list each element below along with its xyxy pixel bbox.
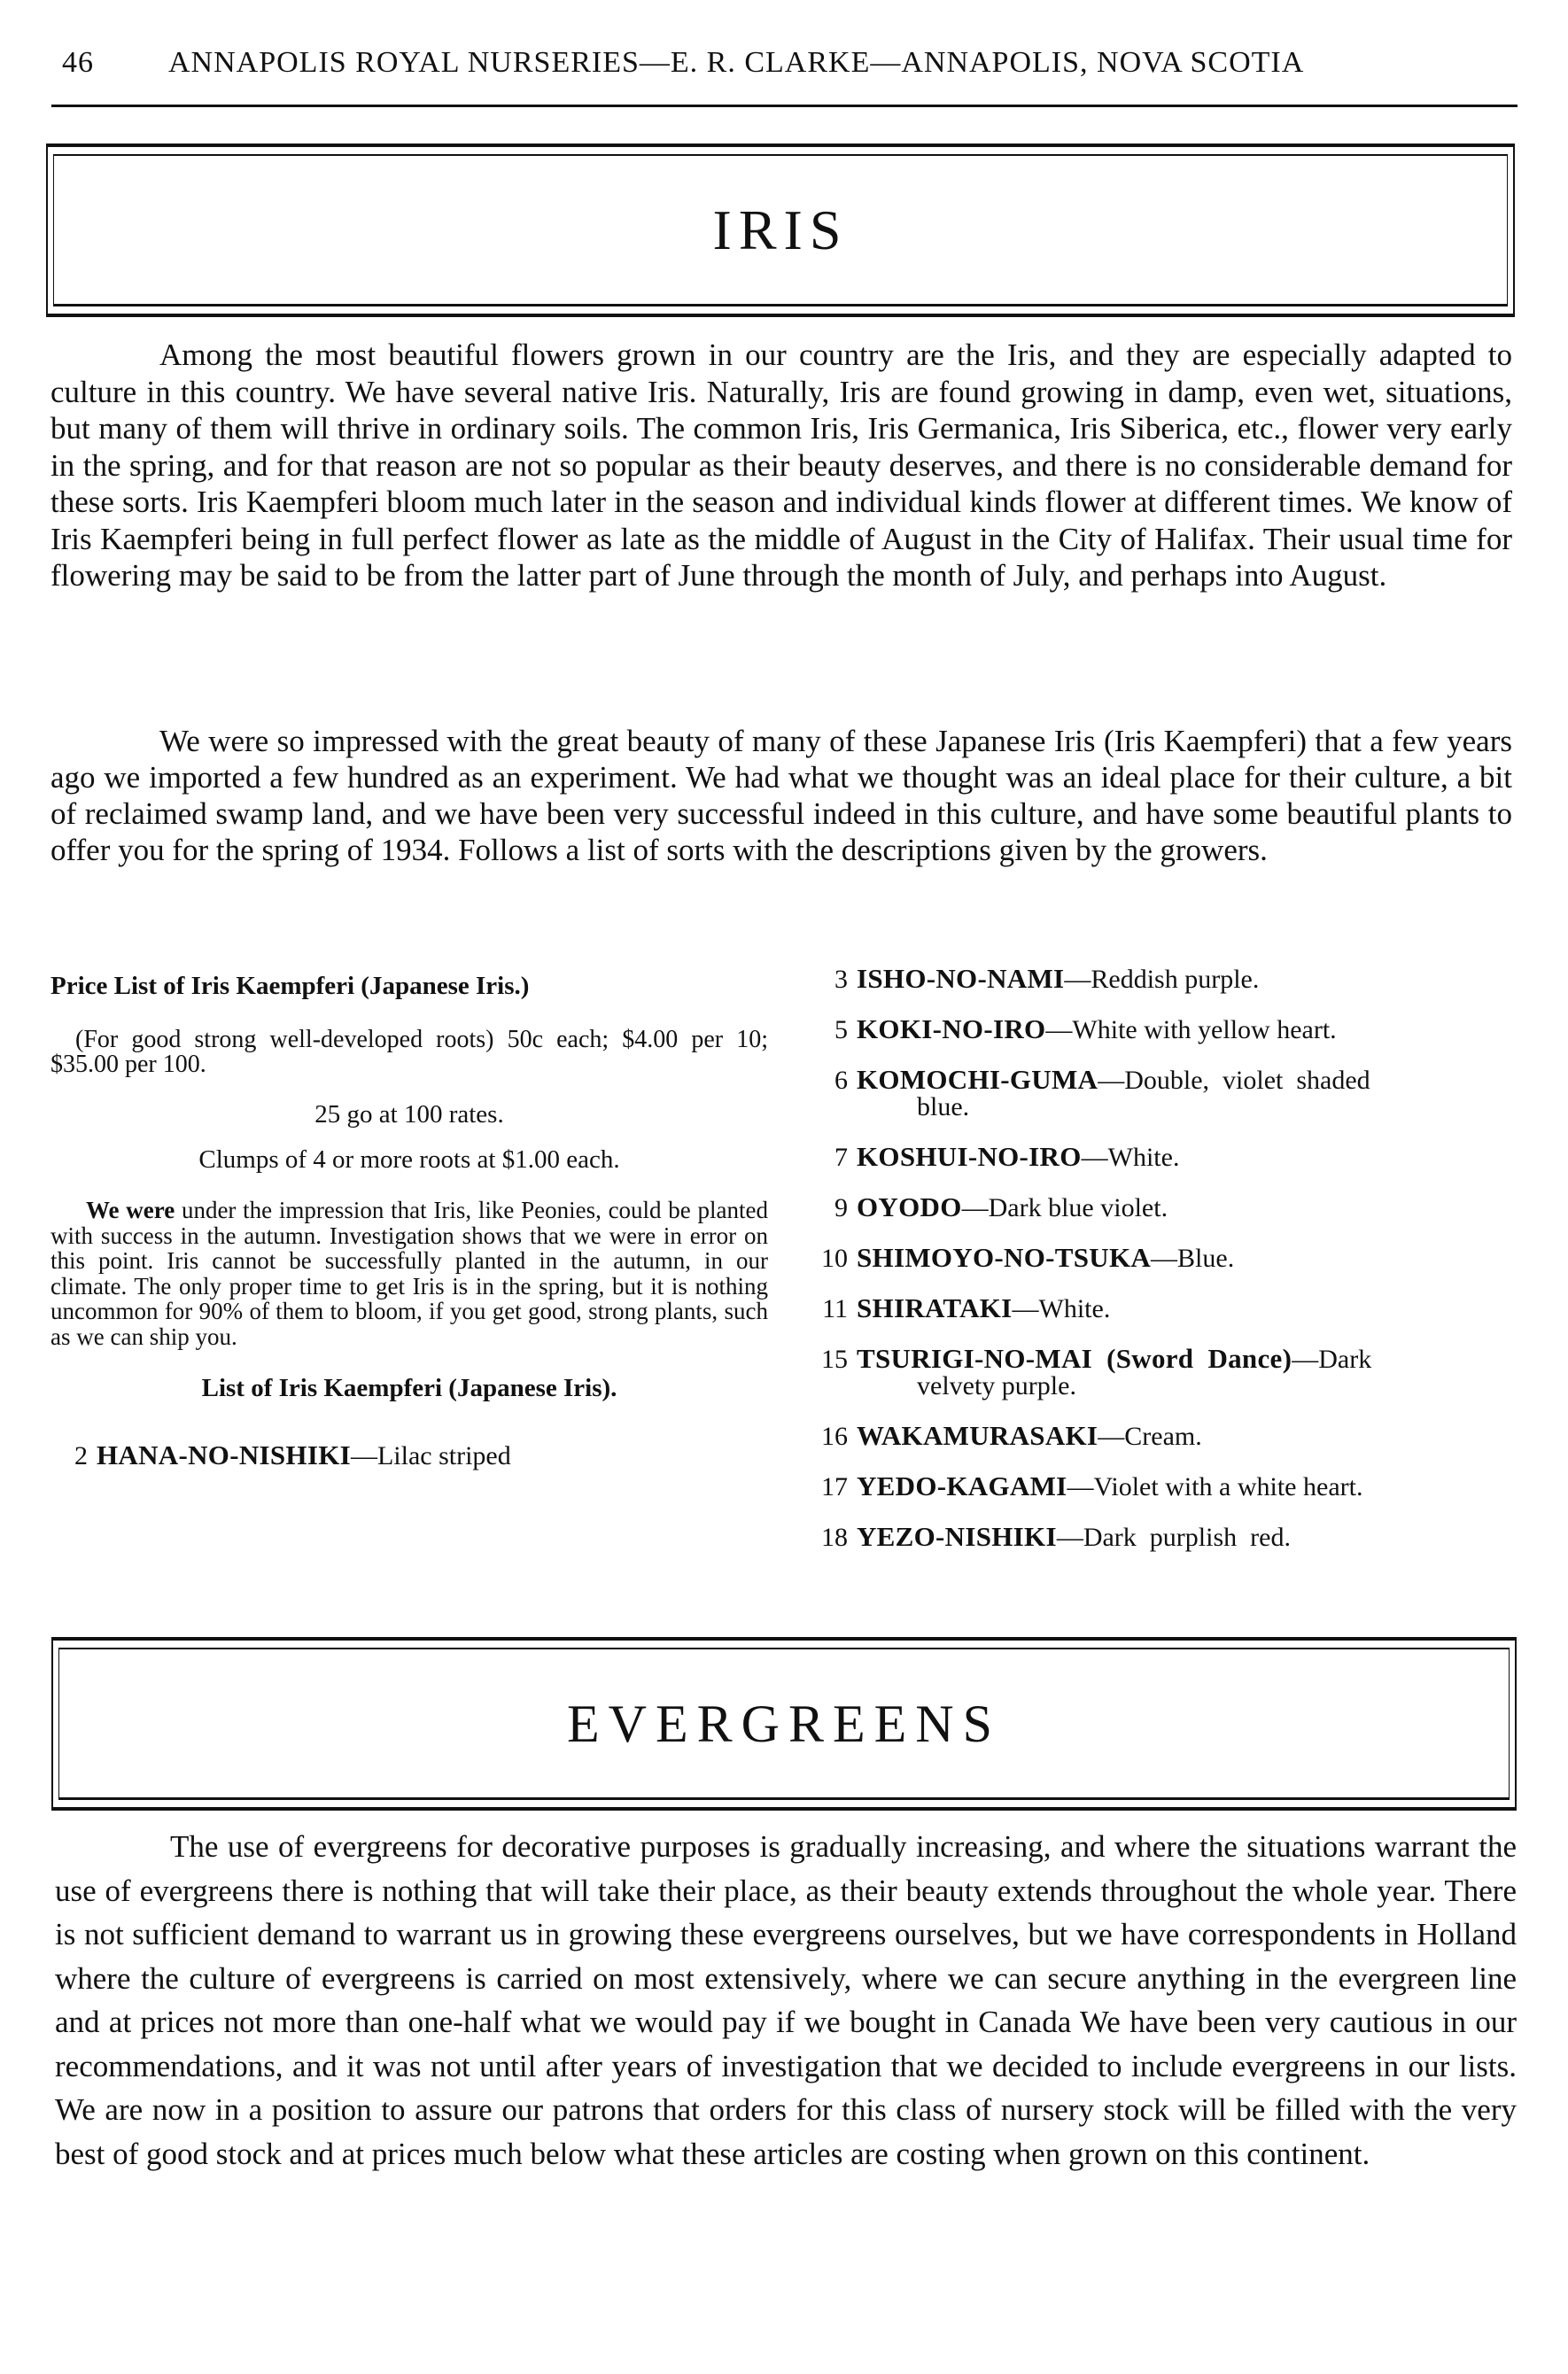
variety-name: WAKAMURASAKI	[857, 1420, 1098, 1451]
variety-name: HANA-NO-NISHIKI	[97, 1439, 351, 1470]
variety-item	[50, 1439, 768, 1470]
variety-number: 16	[821, 1422, 848, 1451]
variety-name: YEDO-KAGAMI	[857, 1470, 1067, 1501]
variety-item	[811, 1191, 1519, 1222]
variety-item	[811, 1064, 1519, 1121]
price-list-clumps-note: Clumps of 4 or more roots at $1.00 each.	[198, 1145, 620, 1174]
page-number: 46	[62, 46, 94, 79]
variety-item	[811, 1013, 1519, 1044]
iris-intro-paragraph: Among the most beautiful flowers grown in our country are the Iris, and they are especially adapted to culture in this country. We have several native Iris. Naturally, Iris are found growing in damp, even wet, situations, but many of them will thrive in ordinary soils. The common Iris, Iris Germanica, Iris Siberica, etc., flower very early in the spring, and for that reason are not so popular as their beauty deserves, and there is no considerable demand for these sorts. Iris Kaempferi bloom much later in the season and individual kinds flower at different times. We know of Iris Kaempferi being in full perfect flower as late as the middle of August in the City of Halifax. Their usual time for flowering may be said to be from the latter part of June through the month of July, and perhaps into August.	[50, 337, 1512, 593]
variety-description: —Dark	[1292, 1345, 1372, 1374]
variety-number: 11	[822, 1294, 848, 1323]
variety-item	[811, 1292, 1519, 1323]
price-list-column	[50, 966, 768, 1470]
variety-description: —Double, violet shaded	[1098, 1066, 1370, 1095]
variety-description: —Blue.	[1151, 1244, 1235, 1273]
variety-name: SHIMOYO-NO-TSUKA	[857, 1242, 1152, 1273]
variety-number: 15	[821, 1345, 848, 1374]
variety-number: 18	[821, 1523, 848, 1552]
variety-item	[811, 1343, 1519, 1400]
variety-description: —White.	[1012, 1294, 1111, 1323]
variety-item	[811, 1470, 1519, 1501]
variety-description: —Violet with a white heart.	[1067, 1472, 1363, 1501]
variety-number: 7	[834, 1143, 848, 1172]
variety-name: YEZO-NISHIKI	[857, 1521, 1057, 1552]
variety-name: KOSHUI-NO-IRO	[857, 1141, 1082, 1172]
variety-name: OYODO	[857, 1191, 962, 1222]
variety-number: 9	[834, 1193, 848, 1222]
variety-description: —Reddish purple.	[1064, 965, 1260, 994]
variety-list-heading-bold: List of Iris Kaempferi	[201, 1374, 443, 1402]
variety-number: 17	[821, 1472, 848, 1501]
variety-item	[811, 1141, 1519, 1172]
variety-description-continued: blue.	[917, 1092, 970, 1121]
planting-note-lead: We were	[86, 1197, 175, 1223]
variety-item	[811, 1521, 1519, 1552]
variety-item	[811, 1420, 1519, 1451]
variety-description: —White with yellow heart.	[1045, 1015, 1337, 1044]
variety-list-heading	[50, 1374, 768, 1403]
variety-name: SHIRATAKI	[857, 1292, 1013, 1323]
variety-name: ISHO-NO-NAMI	[857, 963, 1065, 994]
variety-item	[811, 963, 1519, 994]
price-list-rate-note: 25 go at 100 rates.	[314, 1100, 504, 1129]
iris-section-title: IRIS	[712, 198, 849, 261]
variety-list-column	[811, 963, 1519, 1574]
variety-description: —Dark purplish red.	[1056, 1523, 1291, 1552]
variety-description-continued: velvety purple.	[917, 1371, 1076, 1400]
running-header	[62, 46, 1524, 80]
header-rule	[51, 105, 1518, 107]
variety-number: 10	[821, 1244, 848, 1273]
variety-name: TSURIGI-NO-MAI (Sword Dance)	[857, 1343, 1292, 1374]
price-list-pricing: (For good strong well-developed roots) 50c each; $4.00 per 10; $35.00 per 100.	[50, 1026, 768, 1078]
variety-name: KOKI-NO-IRO	[857, 1013, 1046, 1044]
planting-note	[50, 1198, 768, 1349]
evergreens-paragraph: The use of evergreens for decorative purposes is gradually increasing, and where the situations warrant the use of evergreens there is nothing that will take their place, as their beauty extends throughout the whole year. There is not sufficient demand to warrant us in growing these evergreens ourselves, but we have correspondents in Holland where the culture of evergreens is carried on most extensively, where we can secure anything in the evergreen line and at prices not more than one-half what we would pay if we bought in Canada We have been very cautious in our recommendations, and it was not until after years of investigation that we decided to include evergreens in our lists. We are now in a position to assure our patrons that orders for this class of nursery stock will be filled with the very best of good stock and at prices much below what these articles are costing when grown on this continent.	[55, 1829, 1517, 2171]
variety-description: —Lilac striped	[350, 1441, 511, 1470]
price-list-heading: Price List of Iris Kaempferi (Japanese Iris.)	[50, 972, 530, 1000]
planting-note-text: under the impression that Iris, like Peonies, could be planted with success in the autumn. Investigation shows that we were in error on this point. Iris cannot be successfully planted in the autumn, in our climate. The only proper time to get Iris is in the spring, but it is nothing uncommon for 90% of them to bloom, if you get good, strong plants, such as we can ship you.	[50, 1197, 768, 1350]
iris-title-box	[46, 144, 1515, 317]
evergreens-title-box	[51, 1637, 1517, 1811]
variety-description: —Cream.	[1098, 1422, 1202, 1451]
variety-number: 6	[834, 1066, 848, 1095]
variety-number: 3	[834, 965, 848, 994]
variety-list-heading-paren: (Japanese Iris).	[448, 1374, 617, 1402]
variety-number: 2	[74, 1441, 88, 1470]
iris-import-paragraph: We were so impressed with the great beauty of many of these Japanese Iris (Iris Kaempferi) that a few years ago we imported a few hundred as an experiment. We had what we thought was an ideal place for their culture, a bit of reclaimed swamp land, and we have been very successful indeed in this culture, and have some beautiful plants to offer you for the spring of 1934. Follows a list of sorts with the descriptions given by the growers.	[50, 724, 1512, 867]
variety-number: 5	[834, 1015, 848, 1044]
variety-item	[811, 1242, 1519, 1273]
evergreens-section-title: EVERGREENS	[567, 1695, 1001, 1753]
variety-description: —White.	[1081, 1143, 1180, 1172]
variety-name: KOMOCHI-GUMA	[857, 1064, 1098, 1095]
variety-description: —Dark blue violet.	[961, 1193, 1168, 1222]
running-title: ANNAPOLIS ROYAL NURSERIES—E. R. CLARKE—ANNAPOLIS, NOVA SCOTIA	[168, 46, 1305, 79]
